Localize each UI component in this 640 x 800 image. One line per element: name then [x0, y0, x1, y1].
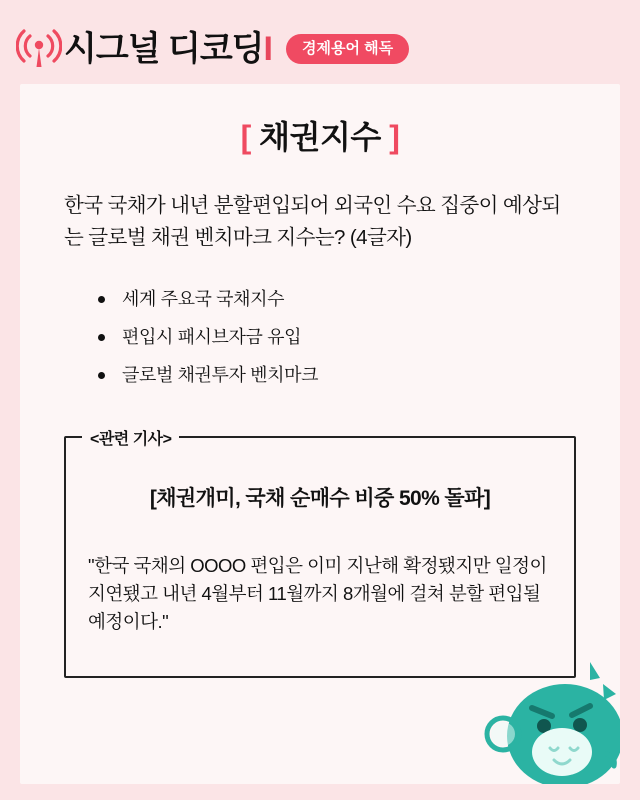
related-article-box	[64, 431, 576, 678]
brand-title-accent: I	[263, 30, 272, 68]
article-quote: "한국 국채의 OOOO 편입은 이미 지난해 확정됐지만 일정이 지연됐고 내년 4월부터 11월까지 8개월에 걸쳐 분할 편입될 예정이다."	[88, 555, 547, 632]
radio-wave-icon	[16, 26, 62, 72]
brand-title-main: 시그널 디코딩	[64, 30, 264, 68]
title-bracket-close: ]	[389, 119, 400, 155]
page-title	[20, 112, 620, 158]
list-item: 세계 주요국 국채지수	[96, 288, 620, 311]
related-article-label: <관련 기사>	[82, 426, 179, 449]
quiz-card	[20, 84, 620, 784]
list-item: 글로벌 채권투자 벤치마크	[96, 364, 620, 387]
question-text: 한국 국채가 내년 분할편입되어 외국인 수요 집중이 예상되는 글로벌 채권 벤치마크 지수는? (4글자)	[64, 194, 561, 249]
teal-monster-mascot	[440, 644, 620, 784]
category-badge: 경제용어 해독	[286, 34, 409, 64]
list-item: 편입시 패시브자금 유입	[96, 326, 620, 349]
title-text: 채권지수	[250, 119, 390, 155]
page-header	[0, 18, 640, 80]
hint-list	[96, 288, 620, 388]
brand-title	[64, 32, 272, 66]
article-headline: [채권개미, 국채 순매수 비중 50% 돌파]	[149, 487, 491, 510]
title-bracket-open: [	[240, 119, 251, 155]
